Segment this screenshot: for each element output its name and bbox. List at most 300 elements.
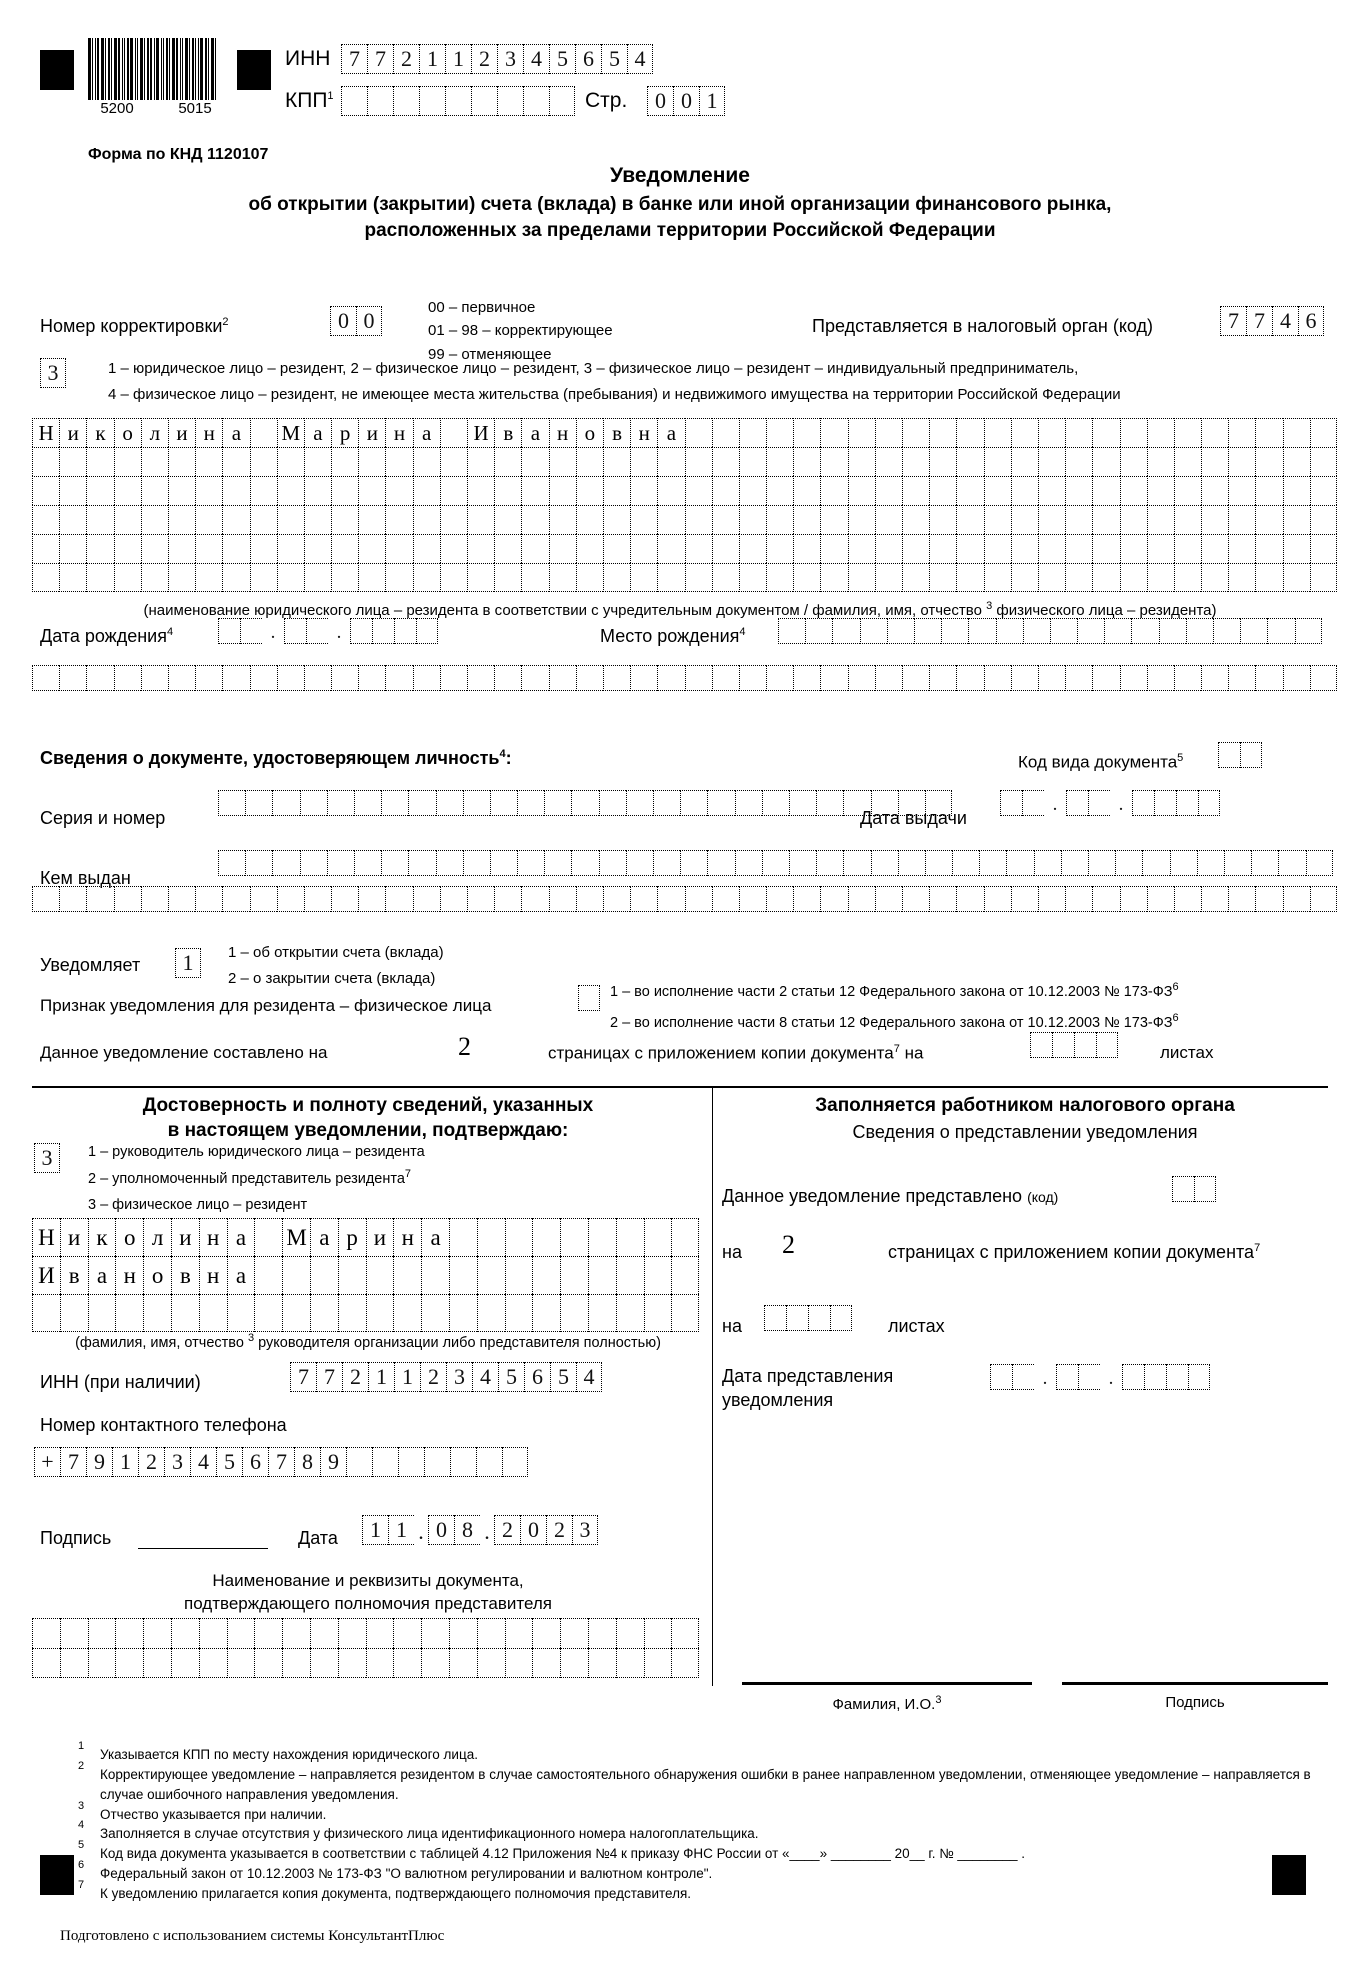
grid-cell[interactable]: 2 [393, 44, 419, 74]
grid-cell[interactable] [195, 534, 222, 563]
grid-cell[interactable] [1255, 505, 1282, 534]
confirm-date-input[interactable] [362, 1515, 598, 1545]
grid-cell[interactable] [764, 1305, 786, 1331]
grid-cell[interactable] [199, 1648, 227, 1678]
grid-cell[interactable] [1074, 1032, 1096, 1058]
grid-cell[interactable] [195, 476, 222, 505]
grid-cell[interactable] [254, 1294, 282, 1332]
grid-cell[interactable]: М [282, 1218, 310, 1256]
grid-cell[interactable] [171, 1648, 199, 1678]
grid-cell[interactable] [141, 476, 168, 505]
date-cell[interactable]: 8 [454, 1515, 480, 1545]
grid-cell[interactable] [421, 1294, 449, 1332]
grid-cell[interactable] [304, 505, 331, 534]
grid-cell[interactable] [956, 447, 983, 476]
grid-cell[interactable]: н [115, 1256, 143, 1294]
grid-cell[interactable] [1283, 476, 1310, 505]
grid-cell[interactable] [902, 563, 929, 592]
grid-cell[interactable] [310, 1618, 338, 1648]
grid-cell[interactable] [250, 505, 277, 534]
grid-cell[interactable] [549, 665, 576, 691]
grid-cell[interactable] [1228, 665, 1255, 691]
date-cell[interactable] [1154, 790, 1176, 816]
grid-cell[interactable]: 4 [523, 44, 549, 74]
grid-cell[interactable] [929, 505, 956, 534]
grid-cell[interactable] [1038, 418, 1065, 447]
grid-cell[interactable] [644, 1648, 672, 1678]
grid-cell[interactable] [1228, 505, 1255, 534]
grid-cell[interactable] [32, 1618, 60, 1648]
grid-cell[interactable] [114, 505, 141, 534]
grid-cell[interactable] [250, 447, 277, 476]
grid-cell[interactable] [739, 418, 766, 447]
grid-cell[interactable] [304, 886, 331, 912]
grid-cell[interactable] [310, 1256, 338, 1294]
grid-cell[interactable] [871, 850, 898, 876]
grid-cell[interactable] [956, 534, 983, 563]
grid-cell[interactable] [331, 505, 358, 534]
grid-cell[interactable]: 6 [524, 1362, 550, 1392]
grid-cell[interactable] [521, 534, 548, 563]
grid-cell[interactable] [875, 476, 902, 505]
grid-cell[interactable] [1092, 563, 1119, 592]
grid-cell[interactable]: и [60, 1218, 88, 1256]
grid-cell[interactable] [1131, 618, 1158, 644]
grid-cell[interactable] [576, 534, 603, 563]
grid-cell[interactable] [393, 86, 419, 116]
grid-cell[interactable] [413, 563, 440, 592]
grid-cell[interactable] [467, 505, 494, 534]
grid-cell[interactable] [1174, 476, 1201, 505]
grid-cell[interactable] [560, 1294, 588, 1332]
grid-cell[interactable]: о [115, 1218, 143, 1256]
grid-cell[interactable] [502, 1447, 528, 1477]
grid-cell[interactable] [1201, 534, 1228, 563]
grid-cell[interactable]: 9 [86, 1447, 112, 1477]
grid-cell[interactable] [331, 563, 358, 592]
grid-cell[interactable] [505, 1256, 533, 1294]
grid-cell[interactable] [902, 886, 929, 912]
grid-cell[interactable] [532, 1294, 560, 1332]
grid-cell[interactable]: а [657, 418, 684, 447]
grid-cell[interactable]: а [421, 1218, 449, 1256]
grid-cell[interactable] [956, 665, 983, 691]
grid-cell[interactable]: 3 [497, 44, 523, 74]
grid-cell[interactable] [59, 665, 86, 691]
grid-cell[interactable]: 5 [498, 1362, 524, 1392]
grid-cell[interactable] [902, 447, 929, 476]
grid-cell[interactable]: Н [32, 1218, 60, 1256]
grid-cell[interactable] [657, 505, 684, 534]
grid-cell[interactable] [419, 86, 445, 116]
grid-cell[interactable]: о [114, 418, 141, 447]
grid-cell[interactable] [1174, 665, 1201, 691]
grid-cell[interactable] [1201, 476, 1228, 505]
grid-cell[interactable]: и [168, 418, 195, 447]
grid-cell[interactable] [544, 790, 571, 816]
grid-cell[interactable] [346, 1447, 372, 1477]
grid-cell[interactable] [820, 476, 847, 505]
date-cell[interactable] [1088, 790, 1110, 816]
grid-cell[interactable] [341, 86, 367, 116]
grid-cell[interactable] [494, 665, 521, 691]
grid-cell[interactable] [521, 476, 548, 505]
grid-cell[interactable] [929, 476, 956, 505]
grid-cell[interactable] [304, 447, 331, 476]
correction-number-input[interactable] [330, 306, 382, 336]
tax-office-signature-line[interactable] [1062, 1682, 1328, 1685]
grid-cell[interactable]: 3 [446, 1362, 472, 1392]
grid-cell[interactable] [86, 476, 113, 505]
grid-cell[interactable] [680, 850, 707, 876]
grid-cell[interactable] [1147, 534, 1174, 563]
grid-cell[interactable] [449, 1618, 477, 1648]
grid-cell[interactable] [141, 665, 168, 691]
grid-cell[interactable] [1065, 505, 1092, 534]
date-cell[interactable]: 3 [572, 1515, 598, 1545]
grid-cell[interactable]: о [576, 418, 603, 447]
grid-cell[interactable] [304, 534, 331, 563]
grid-cell[interactable] [1120, 476, 1147, 505]
grid-cell[interactable] [630, 505, 657, 534]
grid-cell[interactable] [1224, 850, 1251, 876]
grid-cell[interactable] [1295, 618, 1322, 644]
grid-cell[interactable] [245, 850, 272, 876]
grid-cell[interactable] [358, 886, 385, 912]
grid-cell[interactable] [1251, 850, 1278, 876]
grid-cell[interactable] [1283, 665, 1310, 691]
grid-cell[interactable]: р [331, 418, 358, 447]
date-cell[interactable] [372, 618, 394, 644]
grid-cell[interactable] [1240, 742, 1262, 768]
grid-cell[interactable] [657, 534, 684, 563]
grid-cell[interactable] [712, 563, 739, 592]
grid-cell[interactable] [1218, 742, 1240, 768]
grid-cell[interactable] [712, 886, 739, 912]
grid-cell[interactable] [739, 447, 766, 476]
grid-cell[interactable] [1283, 534, 1310, 563]
grid-cell[interactable] [467, 534, 494, 563]
grid-cell[interactable] [440, 476, 467, 505]
grid-cell[interactable] [1174, 886, 1201, 912]
grid-cell[interactable] [1255, 886, 1282, 912]
grid-cell[interactable] [114, 476, 141, 505]
grid-cell[interactable] [571, 790, 598, 816]
grid-cell[interactable] [549, 476, 576, 505]
grid-cell[interactable] [143, 1618, 171, 1648]
grid-cell[interactable] [282, 1618, 310, 1648]
grid-cell[interactable] [310, 1648, 338, 1678]
date-cell[interactable] [306, 618, 328, 644]
grid-cell[interactable] [1310, 665, 1337, 691]
grid-cell[interactable]: М [277, 418, 304, 447]
grid-cell[interactable] [616, 1294, 644, 1332]
grid-cell[interactable] [490, 790, 517, 816]
grid-cell[interactable] [277, 505, 304, 534]
grid-cell[interactable] [436, 850, 463, 876]
grid-cell[interactable] [1255, 476, 1282, 505]
grid-cell[interactable]: 4 [472, 1362, 498, 1392]
grid-cell[interactable] [168, 563, 195, 592]
grid-cell[interactable] [1310, 534, 1337, 563]
grid-cell[interactable] [1147, 886, 1174, 912]
grid-cell[interactable] [199, 1618, 227, 1648]
grid-cell[interactable] [436, 790, 463, 816]
grid-cell[interactable] [762, 790, 789, 816]
grid-cell[interactable]: 1 [419, 44, 445, 74]
grid-cell[interactable]: 5 [216, 1447, 242, 1477]
date-cell[interactable]: 1 [362, 1515, 388, 1545]
grid-cell[interactable] [848, 505, 875, 534]
grid-cell[interactable]: в [60, 1256, 88, 1294]
grid-cell[interactable] [1283, 505, 1310, 534]
grid-cell[interactable] [32, 476, 59, 505]
grid-cell[interactable] [1092, 418, 1119, 447]
grid-cell[interactable] [1201, 447, 1228, 476]
grid-cell[interactable] [331, 665, 358, 691]
grid-cell[interactable] [929, 665, 956, 691]
grid-cell[interactable] [1147, 447, 1174, 476]
grid-cell[interactable] [86, 563, 113, 592]
grid-cell[interactable] [1201, 886, 1228, 912]
grid-cell[interactable] [739, 563, 766, 592]
grid-cell[interactable]: Н [32, 418, 59, 447]
grid-cell[interactable] [789, 850, 816, 876]
grid-cell[interactable]: 7 [316, 1362, 342, 1392]
grid-cell[interactable] [222, 447, 249, 476]
tax-authority-code-input[interactable] [1220, 306, 1324, 336]
grid-cell[interactable] [832, 618, 859, 644]
grid-cell[interactable] [521, 665, 548, 691]
grid-cell[interactable] [331, 476, 358, 505]
grid-cell[interactable] [571, 850, 598, 876]
grid-cell[interactable] [820, 886, 847, 912]
grid-cell[interactable]: 7 [341, 44, 367, 74]
grid-cell[interactable] [1283, 418, 1310, 447]
grid-cell[interactable] [1186, 618, 1213, 644]
grid-cell[interactable] [171, 1618, 199, 1648]
grid-cell[interactable] [385, 534, 412, 563]
grid-cell[interactable] [168, 447, 195, 476]
grid-cell[interactable] [32, 1648, 60, 1678]
grid-cell[interactable] [793, 563, 820, 592]
grid-cell[interactable] [424, 1447, 450, 1477]
grid-cell[interactable] [60, 1294, 88, 1332]
grid-cell[interactable] [671, 1218, 699, 1256]
grid-cell[interactable]: и [366, 1218, 394, 1256]
grid-cell[interactable] [1147, 563, 1174, 592]
grid-cell[interactable] [735, 850, 762, 876]
grid-cell[interactable] [1065, 476, 1092, 505]
grid-cell[interactable] [366, 1618, 394, 1648]
grid-cell[interactable] [576, 665, 603, 691]
date-cell[interactable] [1000, 790, 1022, 816]
grid-cell[interactable] [925, 850, 952, 876]
confirm-name-grid[interactable] [32, 1218, 699, 1332]
grid-cell[interactable]: 0 [356, 306, 382, 336]
grid-cell[interactable] [1120, 665, 1147, 691]
notify-sign-input[interactable] [578, 985, 600, 1011]
grid-cell[interactable] [956, 505, 983, 534]
grid-cell[interactable] [358, 505, 385, 534]
grid-cell[interactable]: а [413, 418, 440, 447]
grid-cell[interactable] [1011, 418, 1038, 447]
grid-cell[interactable] [848, 476, 875, 505]
grid-cell[interactable] [331, 534, 358, 563]
grid-cell[interactable] [195, 505, 222, 534]
grid-cell[interactable] [820, 665, 847, 691]
grid-cell[interactable] [848, 665, 875, 691]
grid-cell[interactable] [1092, 886, 1119, 912]
confirm-phone-input[interactable] [34, 1447, 528, 1477]
grid-cell[interactable] [358, 563, 385, 592]
grid-cell[interactable] [408, 790, 435, 816]
grid-cell[interactable] [1096, 1032, 1118, 1058]
grid-cell[interactable] [820, 418, 847, 447]
confirm-signature-line[interactable] [138, 1548, 268, 1549]
grid-cell[interactable] [603, 886, 630, 912]
confirm-inn-input[interactable] [290, 1362, 602, 1392]
grid-cell[interactable] [338, 1256, 366, 1294]
grid-cell[interactable] [338, 1618, 366, 1648]
grid-cell[interactable]: а [88, 1256, 116, 1294]
sheets-count-input[interactable] [1030, 1032, 1118, 1058]
grid-cell[interactable] [671, 1618, 699, 1648]
grid-cell[interactable] [115, 1618, 143, 1648]
grid-cell[interactable] [32, 665, 59, 691]
grid-cell[interactable] [282, 1294, 310, 1332]
grid-cell[interactable] [1283, 447, 1310, 476]
date-cell[interactable] [990, 1364, 1012, 1390]
grid-cell[interactable] [250, 886, 277, 912]
grid-cell[interactable] [385, 476, 412, 505]
grid-cell[interactable]: 2 [420, 1362, 446, 1392]
grid-cell[interactable] [521, 447, 548, 476]
grid-cell[interactable] [793, 505, 820, 534]
grid-cell[interactable] [560, 1256, 588, 1294]
grid-cell[interactable] [1255, 418, 1282, 447]
grid-cell[interactable] [1267, 618, 1294, 644]
grid-cell[interactable] [471, 86, 497, 116]
grid-cell[interactable] [914, 618, 941, 644]
grid-cell[interactable] [32, 1294, 60, 1332]
grid-cell[interactable] [277, 563, 304, 592]
grid-cell[interactable] [685, 447, 712, 476]
grid-cell[interactable] [277, 886, 304, 912]
grid-cell[interactable] [222, 505, 249, 534]
grid-cell[interactable] [1201, 563, 1228, 592]
grid-cell[interactable] [199, 1294, 227, 1332]
grid-cell[interactable]: 7 [268, 1447, 294, 1477]
grid-cell[interactable]: И [467, 418, 494, 447]
grid-cell[interactable] [630, 534, 657, 563]
grid-cell[interactable] [521, 505, 548, 534]
grid-cell[interactable] [979, 850, 1006, 876]
grid-cell[interactable] [1201, 665, 1228, 691]
grid-cell[interactable] [88, 1618, 116, 1648]
grid-cell[interactable]: н [549, 418, 576, 447]
grid-cell[interactable] [171, 1294, 199, 1332]
grid-cell[interactable] [952, 850, 979, 876]
grid-cell[interactable] [653, 850, 680, 876]
grid-cell[interactable] [114, 534, 141, 563]
grid-cell[interactable] [712, 418, 739, 447]
grid-cell[interactable] [1201, 418, 1228, 447]
grid-cell[interactable] [793, 886, 820, 912]
grid-cell[interactable] [505, 1294, 533, 1332]
grid-cell[interactable]: а [227, 1218, 255, 1256]
grid-cell[interactable]: л [141, 418, 168, 447]
grid-cell[interactable] [1255, 563, 1282, 592]
grid-cell[interactable]: н [385, 418, 412, 447]
grid-cell[interactable] [599, 850, 626, 876]
grid-cell[interactable]: 1 [175, 948, 201, 978]
grid-cell[interactable]: 1 [445, 44, 471, 74]
grid-cell[interactable]: а [310, 1218, 338, 1256]
grid-cell[interactable] [141, 886, 168, 912]
grid-cell[interactable]: к [86, 418, 113, 447]
grid-cell[interactable] [505, 1618, 533, 1648]
grid-cell[interactable] [393, 1294, 421, 1332]
grid-cell[interactable] [762, 850, 789, 876]
grid-cell[interactable] [956, 418, 983, 447]
tax-office-surname-line[interactable] [742, 1682, 1032, 1685]
page-number-input[interactable] [647, 86, 725, 116]
grid-cell[interactable] [685, 505, 712, 534]
grid-cell[interactable] [413, 886, 440, 912]
grid-cell[interactable] [644, 1294, 672, 1332]
grid-cell[interactable] [358, 665, 385, 691]
grid-cell[interactable]: а [304, 418, 331, 447]
grid-cell[interactable] [532, 1256, 560, 1294]
resident-name-grid[interactable] [32, 418, 1337, 592]
grid-cell[interactable] [1174, 418, 1201, 447]
grid-cell[interactable] [1310, 418, 1337, 447]
grid-cell[interactable] [576, 476, 603, 505]
grid-cell[interactable] [887, 618, 914, 644]
grid-cell[interactable] [1228, 418, 1255, 447]
series-number-input[interactable] [218, 790, 952, 816]
grid-cell[interactable] [875, 418, 902, 447]
grid-cell[interactable]: 2 [342, 1362, 368, 1392]
grid-cell[interactable] [517, 790, 544, 816]
grid-cell[interactable] [505, 1218, 533, 1256]
grid-cell[interactable] [440, 418, 467, 447]
grid-cell[interactable] [385, 665, 412, 691]
grid-cell[interactable] [560, 1218, 588, 1256]
grid-cell[interactable] [494, 476, 521, 505]
grid-cell[interactable] [898, 850, 925, 876]
grid-cell[interactable] [1092, 665, 1119, 691]
grid-cell[interactable] [1310, 563, 1337, 592]
grid-cell[interactable] [1147, 418, 1174, 447]
confirm-role-input[interactable] [34, 1143, 60, 1173]
grid-cell[interactable] [816, 790, 843, 816]
grid-cell[interactable]: о [143, 1256, 171, 1294]
grid-cell[interactable] [685, 418, 712, 447]
grid-cell[interactable] [227, 1294, 255, 1332]
grid-cell[interactable] [1278, 850, 1305, 876]
grid-cell[interactable] [449, 1294, 477, 1332]
date-cell[interactable] [1066, 790, 1088, 816]
grid-cell[interactable] [86, 886, 113, 912]
grid-cell[interactable] [1228, 886, 1255, 912]
grid-cell[interactable] [385, 505, 412, 534]
grid-cell[interactable] [1159, 618, 1186, 644]
grid-cell[interactable] [766, 665, 793, 691]
grid-cell[interactable] [603, 505, 630, 534]
grid-cell[interactable] [463, 850, 490, 876]
